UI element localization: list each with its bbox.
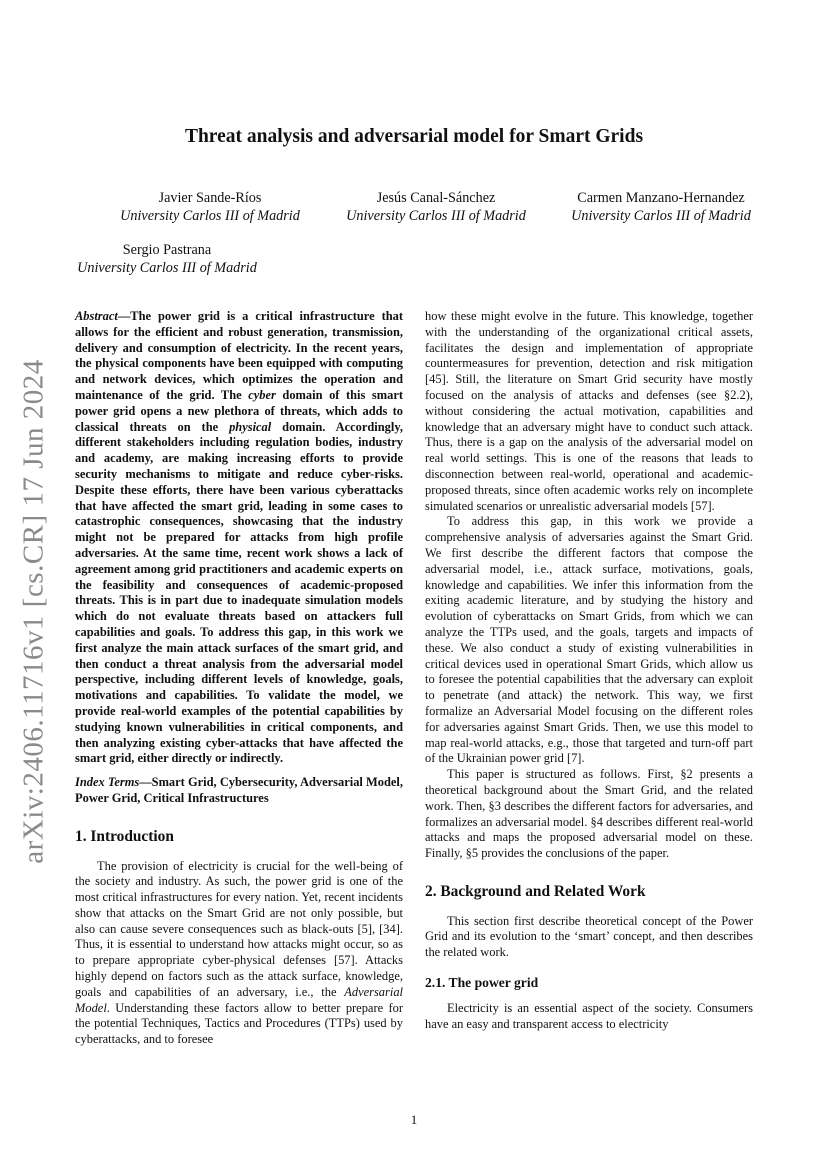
- index-terms: Index Terms—Smart Grid, Cybersecurity, Adversarial Model, Power Grid, Critical Infrastructures: [75, 775, 403, 805]
- author-affiliation: University Carlos III of Madrid: [346, 208, 526, 224]
- paragraph: This paper is structured as follows. First, §2 presents a theoretical background about the Smart Grid, and the related work. Then, §3 describes the different factors for adversaries, and formalizes an adversarial model. §4 describes different real-world attacks and maps the proposed adversarial model on these. Finally, §5 provides the conclusions of the paper.: [425, 767, 753, 861]
- subsection-heading-power-grid: 2.1. The power grid: [425, 975, 539, 991]
- index-terms-label: Index Terms: [75, 775, 140, 790]
- author-name: Carmen Manzano-Hernandez: [577, 190, 745, 206]
- author-affiliation: University Carlos III of Madrid: [77, 260, 257, 276]
- paper-title: Threat analysis and adversarial model for Smart Grids: [184, 126, 644, 147]
- section-heading-background: 2. Background and Related Work: [425, 882, 646, 900]
- author-block: [52, 241, 282, 277]
- author-name: Jesús Canal-Sánchez: [376, 190, 496, 206]
- abstract-label: Abstract: [75, 309, 118, 323]
- paragraph: how these might evolve in the future. This knowledge, together with the understanding of the organizational critical assets, facilitates the design and implementation of appropriate countermeasures for prevention, detection and risk mitigation [45]. Still, the literature on Smart Grid security have mostly focused on the analysis of attacks and defenses (see §2.2), without considering the actual motivation, capabilities and knowledge that an adversary might have to conduct such attack. Thus, there is a gap on the analysis of the adversarial model on real world settings. This is one of the reasons that leads to disconnection between real-world, operational and academic-proposed threats, since often academic works rely on incomplete simulated scenarios or unrealistic adversarial models [57].: [425, 309, 753, 513]
- section-heading-introduction: 1. Introduction: [75, 827, 174, 845]
- author-affiliation: University Carlos III of Madrid: [120, 208, 300, 224]
- author-name: Javier Sande-Ríos: [158, 190, 262, 206]
- author-block: [546, 189, 776, 225]
- author-name: Sergio Pastrana: [122, 242, 212, 258]
- author-block: [321, 189, 551, 225]
- arxiv-identifier: arXiv:2406.11716v1 [cs.CR] 17 Jun 2024: [17, 358, 50, 864]
- arxiv-stamp: [14, 358, 54, 864]
- paragraph: To address this gap, in this work we provide a comprehensive analysis of adversaries against the Smart Grid. We first describe the different factors that compose the adversarial model, i.e., attack surface, motivations, goals, knowledge and capabilities. We infer this information from the exiting academic literature, and by studying the history and evolution of cyberattacks on Smart Grids, from which we can analyze the TTPs used, and the goals, targets and impacts of these. We also conduct a study of existing vulnerabilities in critical devices used in operational Smart Grids, which allow us to foresee the potential capabilities that the adversary can exploit to penetrate (and attack) the network. This way, we first formalize an Adversarial Model focusing on the different roles for adversaries against Smart Grids. Then, we use this model to map real-world attacks, e.g., those that targeted and turn-off part of the Ukrainian power grid [7].: [425, 514, 753, 766]
- paragraph: Electricity is an essential aspect of the society. Consumers have an easy and transparent access to electricity: [425, 1000, 753, 1031]
- abstract: Abstract—The power grid is a critical infrastructure that allows for the efficient and robust generation, transmission, delivery and consumption of electricity. In the recent years, the physical components have been equipped with computing and network devices, which optimizes the operation and maintenance of the grid. The cyber domain of this smart power grid opens a new plethora of threats, which adds to classical threats on the physical domain. Accordingly, different stakeholders including regulation bodies, industry and academy, are making increasing efforts to provide security mechanisms to mitigate and reduce cyber-risks. Despite these efforts, there have been various cyberattacks that have affected the smart grid, leading in some cases to catastrophic consequences, showcasing that the industry might not be prepared for attacks from high profile adversaries. At the same time, recent work shows a lack of agreement among grid practitioners and academic experts on the feasibility and consequences of academic-proposed threats. This is in part due to inadequate simulation models which do not evaluate threats based on attackers full capabilities and goals. To address this gap, in this work we first analyze the main attack surfaces of the smart grid, and then conduct a threat analysis from the adversarial model perspective, including different levels of knowledge, goals, motivations and capabilities. To validate the model, we provide real-world examples of the potential capabilities by studying known vulnerabilities in critical components, and then analyzing existing cyber-attacks that have affected the smart grid, either directly or indirectly.: [75, 309, 403, 766]
- paragraph: The provision of electricity is crucial for the well-being of the society and industry. As such, the power grid is one of the most critical infrastructures for every nation. Yet, recent incidents show that attacks on the Smart Grid are not only possible, but also can cause severe consequences such as black-outs [5], [34]. Thus, it is essential to understand how attacks might occur, so as to prepare appropriate cyber-physical defenses [57]. Attacks highly depend on factors such as the attack surface, knowledge, goals and capabilities of an adversary, i.e., the Adversarial Model. Understanding these factors allow to better prepare for the potential Techniques, Tactics and Procedures (TTPs) used by cyberattacks, and to foresee: [75, 858, 403, 1047]
- author-block: [95, 189, 325, 225]
- page-number: 1: [410, 1112, 418, 1127]
- left-column: [75, 309, 403, 1048]
- right-column: [425, 309, 753, 1032]
- author-affiliation: University Carlos III of Madrid: [571, 208, 751, 224]
- paragraph: This section first describe theoretical concept of the Power Grid and its evolution to the ‘smart’ concept, and then describes the related work.: [425, 913, 753, 960]
